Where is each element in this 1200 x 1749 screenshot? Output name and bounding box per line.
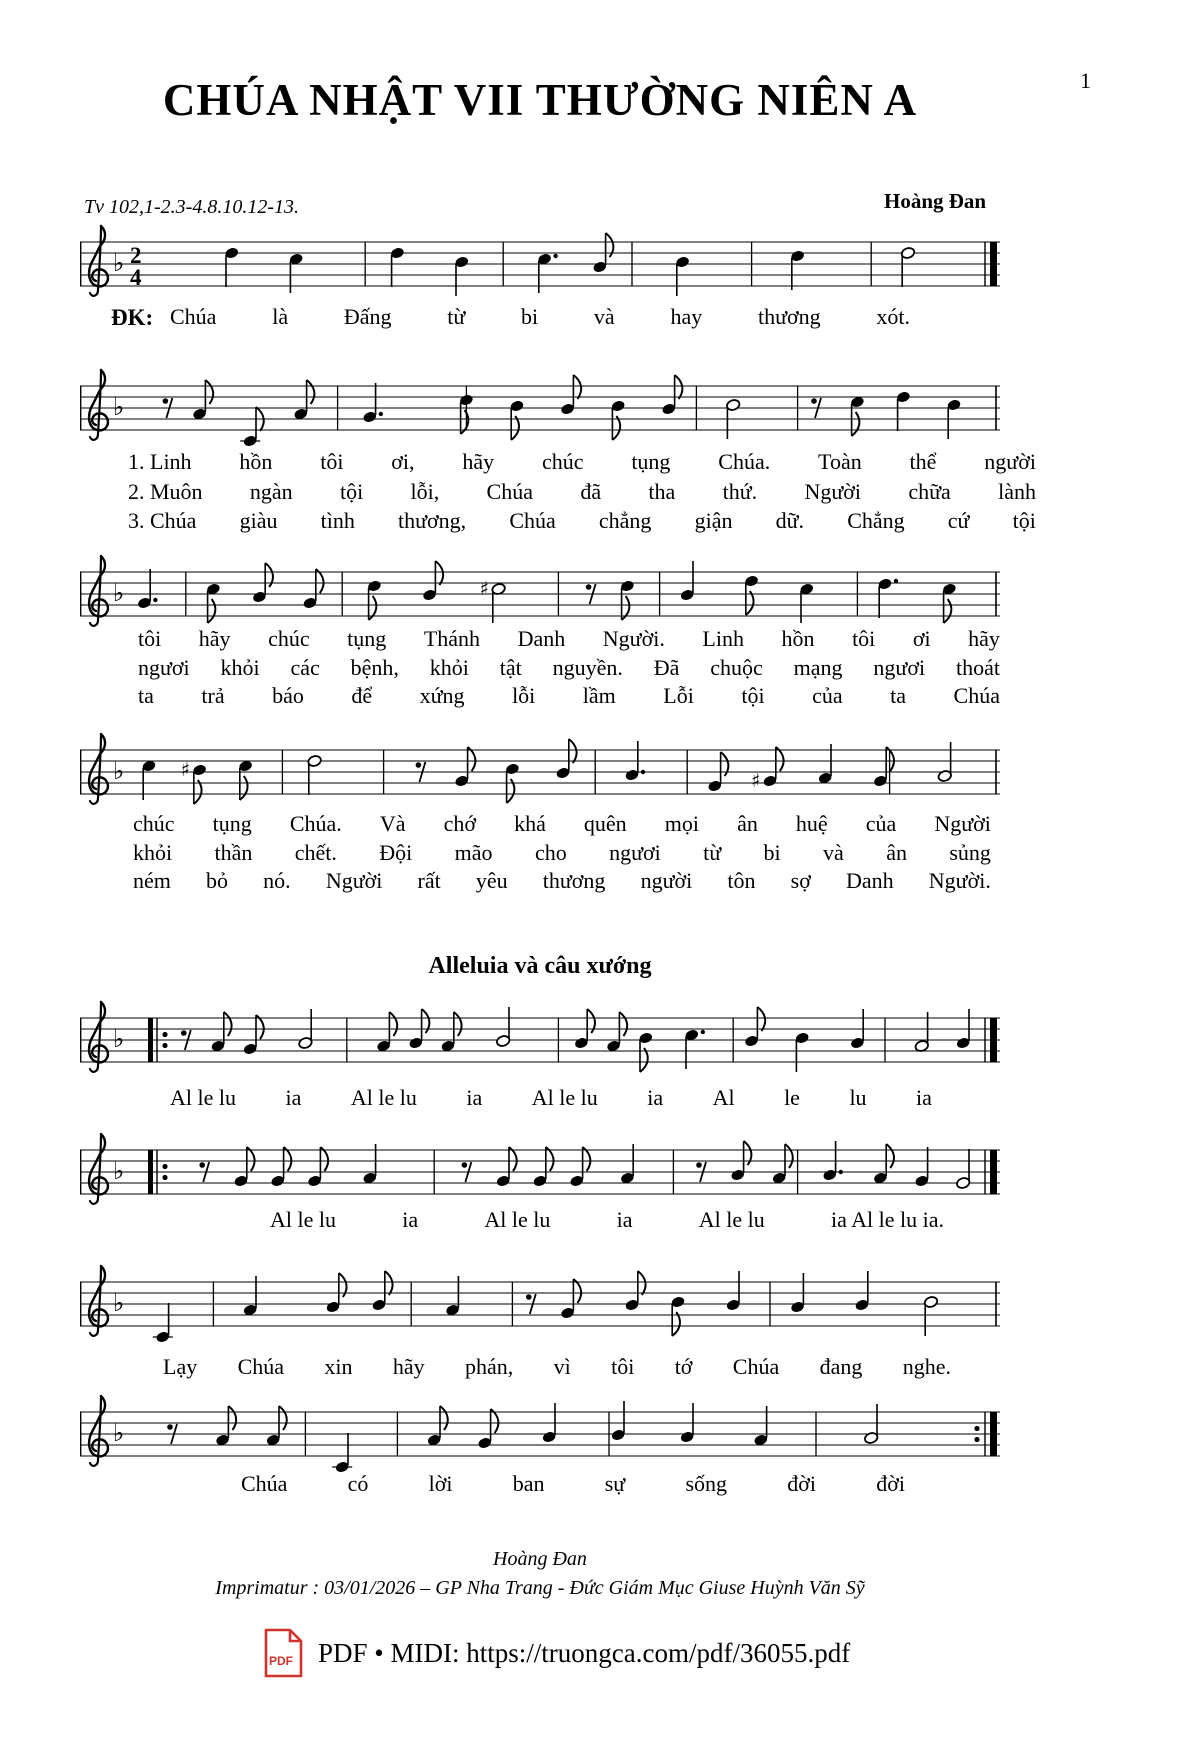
lyric-word: Chúa.	[718, 449, 771, 474]
lyric-word: Và	[379, 811, 406, 836]
footer-imprimatur: Imprimatur : 03/01/2026 – GP Nha Trang - Đức Giám Mục Giuse Huỳnh Văn Sỹ	[215, 1577, 865, 1599]
composer-name: Hoàng Đan	[884, 189, 987, 213]
lyric-word: 2. Muôn	[128, 479, 203, 504]
lyric-word: khỏi	[220, 655, 260, 680]
lyric-word: và	[823, 840, 844, 865]
lyric-word: Toàn	[818, 449, 862, 474]
svg-text:♯: ♯	[180, 759, 190, 781]
lyric-word: ia	[647, 1085, 664, 1110]
music-staff-coda	[80, 1386, 1000, 1482]
lyric-word: tụng	[631, 449, 671, 474]
svg-text:♯: ♯	[751, 770, 761, 792]
lyric-word: chúc	[133, 811, 175, 836]
footer-author: Hoàng Đan	[493, 1548, 587, 1570]
lyric-word: ia	[616, 1207, 633, 1232]
lyric-word: đời	[876, 1471, 905, 1496]
svg-text:♭: ♭	[113, 1025, 125, 1053]
lyric-word: ia	[916, 1085, 932, 1110]
lyric-word: Danh	[517, 626, 566, 651]
lyric-word: Người.	[602, 626, 665, 651]
lyric-word: khỏi	[429, 655, 469, 680]
lyric-word: xin	[324, 1354, 353, 1379]
lyric-word: tội	[1012, 508, 1036, 533]
lyric-word: và	[593, 304, 615, 329]
lyric-word: ia	[466, 1085, 483, 1110]
music-staff-alleluia-2	[80, 1124, 1000, 1220]
lyric-word: Người.	[928, 868, 991, 893]
lyric-word: sự	[604, 1471, 626, 1496]
svg-text:♭: ♭	[113, 757, 125, 785]
lyric-word: Al le lu	[698, 1207, 765, 1232]
lyric-word: Thánh	[423, 626, 481, 651]
lyric-word: trả	[201, 683, 225, 708]
lyric-word: Chẳng	[847, 508, 905, 533]
lyric-word: ơi,	[391, 449, 415, 474]
lyric-word: phán,	[464, 1354, 514, 1379]
lyric-word: người	[640, 868, 693, 893]
lyric-word: bi	[763, 840, 781, 865]
lyric-word: khỏi	[133, 840, 173, 865]
lyric-word: ia	[402, 1207, 419, 1232]
lyric-word: vì	[553, 1354, 571, 1379]
coda-lyrics-row	[241, 1472, 905, 1496]
lyric-word: ia	[285, 1085, 302, 1110]
lyric-word: ban	[512, 1471, 545, 1496]
lyric-word: xót.	[876, 304, 910, 329]
pdf-icon-label: PDF	[269, 1654, 293, 1668]
lyric-word: ta	[890, 683, 907, 708]
lyric-word: mạng	[793, 655, 843, 680]
lyric-word: Al le lu	[270, 1207, 336, 1232]
lyric-word: tôn	[727, 868, 756, 893]
lyric-word: chớ	[443, 811, 476, 836]
lyric-word: nguyền.	[552, 655, 623, 680]
lyric-word: Lỗi	[663, 683, 694, 708]
lyric-word: để	[351, 683, 373, 708]
lyric-word: ném	[133, 868, 171, 893]
lyric-word: sợ	[790, 868, 811, 893]
lyric-word: hãy	[198, 626, 231, 651]
music-staff-alleluia-1	[80, 992, 1000, 1088]
verse-1-lyrics-seg3	[133, 812, 991, 836]
lyric-word: hay	[670, 304, 703, 329]
lyric-word: bệnh,	[350, 655, 399, 680]
svg-text:2: 2	[130, 243, 142, 268]
verse-2-lyrics-seg3	[133, 841, 991, 865]
svg-text:4: 4	[130, 265, 142, 290]
lyric-word: ơi	[912, 626, 931, 651]
lyric-word: đã	[580, 479, 602, 504]
download-url[interactable]: https://truongca.com/pdf/36055.pdf	[466, 1638, 851, 1668]
lyric-word: Lạy	[163, 1354, 198, 1379]
lyric-word: có	[347, 1471, 369, 1496]
download-label: PDF • MIDI:	[318, 1638, 467, 1668]
lyric-word: yêu	[475, 868, 508, 893]
svg-text:♭: ♭	[113, 249, 125, 277]
lyric-word: báo	[272, 683, 304, 708]
verse-3-lyrics-seg3	[133, 869, 991, 893]
lyric-word: tôi	[852, 626, 876, 651]
lyric-word: giàu	[239, 508, 278, 533]
lyric-word: Chúa	[732, 1354, 780, 1379]
lyric-word: ngươi	[873, 655, 926, 680]
lyric-word: từ	[447, 304, 466, 329]
lyric-word: tôi	[138, 626, 162, 651]
lyric-word: giận	[694, 508, 733, 533]
lyric-word: mọi	[664, 811, 699, 836]
lyric-word: dữ.	[775, 508, 805, 533]
lyric-word: mão	[454, 840, 493, 865]
lyric-word: tôi	[611, 1354, 635, 1379]
lyric-word: Chúa	[170, 304, 217, 329]
lyric-word: khá	[514, 811, 546, 836]
lyric-word: người	[984, 449, 1036, 474]
lyric-word: chết.	[294, 840, 337, 865]
lyric-word: Người	[325, 868, 383, 893]
lyric-word: Người	[804, 479, 862, 504]
lyric-word: tụng	[347, 626, 387, 651]
lyric-word: thể	[909, 449, 937, 474]
lyric-word: thương,	[398, 508, 467, 533]
lyric-word: tình	[320, 508, 355, 533]
lyric-word: 1. Linh	[128, 449, 192, 474]
lyric-word: Chúa	[953, 683, 1000, 708]
lyric-word: thương	[757, 304, 821, 329]
lyric-word: sống	[685, 1471, 727, 1496]
verse-2-lyrics-seg2	[138, 656, 1000, 680]
lyric-word: chúc	[541, 449, 584, 474]
lyric-word: cứ	[947, 508, 970, 533]
lyric-word: Chúa	[486, 479, 533, 504]
lyric-word: của	[865, 811, 897, 836]
lyric-word: xứng	[419, 683, 465, 708]
lyric-word: tớ	[674, 1354, 693, 1379]
verse-3-lyrics-seg1	[128, 509, 1036, 533]
svg-text:♭: ♭	[113, 1157, 125, 1185]
lyric-word: chẳng	[598, 508, 652, 533]
pdf-icon[interactable]	[262, 1628, 304, 1678]
lyric-word: Danh	[846, 868, 894, 893]
lyric-word: lu	[849, 1085, 867, 1110]
lyric-word: ngươi	[138, 655, 190, 680]
svg-text:♭: ♭	[113, 579, 125, 607]
lyric-word: chuộc	[710, 655, 763, 680]
lyric-word: 3. Chúa	[128, 508, 197, 533]
lyric-word: ia Al le lu ia.	[830, 1207, 944, 1232]
lyric-word: chúc	[268, 626, 310, 651]
svg-text:♯: ♯	[479, 578, 489, 600]
lyric-word: thoát	[955, 655, 1000, 680]
svg-text:♭: ♭	[113, 1419, 125, 1447]
lyric-word: của	[812, 683, 843, 708]
lyric-word: quên	[583, 811, 627, 836]
lyric-word: hãy	[462, 449, 495, 474]
psalm-reference: Tv 102,1-2.3-4.8.10.12-13.	[84, 196, 299, 218]
lyric-word: ân	[886, 840, 907, 865]
lyric-word: Al	[712, 1085, 735, 1110]
alleluia-lyrics-row-2	[270, 1208, 944, 1232]
music-staff-verse-1	[80, 360, 1000, 456]
lyric-word: rất	[417, 868, 441, 893]
lyric-word: Al le lu	[170, 1085, 236, 1110]
lyric-word: lành	[998, 479, 1036, 504]
lyric-word: tội	[339, 479, 364, 504]
lyric-word: chữa	[908, 479, 951, 504]
lyric-word: thần	[214, 840, 253, 865]
lyric-word: tật	[499, 655, 522, 680]
music-staff-verse-3	[80, 724, 1000, 820]
lyric-word: Al le lu	[350, 1085, 417, 1110]
lyric-word: thứ.	[722, 479, 758, 504]
lyric-word: nó.	[263, 868, 291, 893]
lyric-word: từ	[703, 840, 722, 865]
download-line	[318, 1638, 850, 1669]
music-staff-versicle	[80, 1256, 1000, 1352]
lyric-word: ân	[737, 811, 758, 836]
lyric-word: sủng	[949, 840, 991, 865]
music-staff-refrain	[80, 216, 1000, 312]
lyric-word: Đấng	[343, 304, 392, 329]
lyric-word: ngươi	[609, 840, 661, 865]
lyric-word: hãy	[392, 1354, 425, 1379]
alleluia-heading: Alleluia và câu xướng	[428, 953, 652, 979]
lyric-word: tội	[741, 683, 765, 708]
lyric-word: Chúa	[241, 1471, 288, 1496]
lyric-word: ta	[138, 683, 154, 708]
lyric-word: lỗi	[512, 683, 536, 708]
verse-2-lyrics-seg1	[128, 480, 1036, 504]
lyric-word: Đã	[653, 655, 680, 680]
lyric-word: bi	[521, 304, 539, 329]
versicle-lyrics-row	[163, 1355, 951, 1379]
verse-1-lyrics-seg1	[128, 450, 1036, 474]
lyric-word: nghe.	[902, 1354, 951, 1379]
page-title: CHÚA NHẬT VII THƯỜNG NIÊN A	[162, 75, 918, 125]
lyric-word: hồn	[239, 449, 273, 474]
lyric-word: Chúa	[237, 1354, 285, 1379]
lyric-word: ngàn	[249, 479, 293, 504]
lyric-word: đời	[787, 1471, 816, 1496]
lyric-word: lời	[428, 1471, 453, 1496]
verse-1-lyrics-seg2	[138, 627, 1000, 651]
lyric-word: lỗi,	[410, 479, 440, 504]
lyric-word: Người	[934, 811, 991, 836]
lyric-word: thương	[542, 868, 606, 893]
lyric-word: tôi	[320, 449, 344, 474]
lyric-word: tụng	[212, 811, 252, 836]
lyric-word: huệ	[795, 811, 828, 836]
lyric-word: đang	[819, 1354, 863, 1379]
svg-text:♭: ♭	[113, 393, 125, 421]
lyric-word: le	[784, 1085, 800, 1110]
lyric-word: Linh	[702, 626, 744, 651]
lyric-word: Al le lu	[531, 1085, 598, 1110]
lyric-word: lầm	[582, 683, 616, 708]
verse-3-lyrics-seg2	[138, 684, 1000, 708]
lyric-word: Al le lu	[484, 1207, 551, 1232]
lyric-word: cho	[534, 840, 567, 865]
lyric-word: hồn	[781, 626, 815, 651]
lyric-word: các	[290, 655, 320, 680]
lyric-word: bỏ	[206, 868, 229, 893]
svg-text:♭: ♭	[113, 1289, 125, 1317]
alleluia-lyrics-row-1	[170, 1086, 932, 1110]
refrain-label: ĐK:	[111, 305, 154, 330]
refrain-lyrics-row	[170, 305, 910, 329]
lyric-word: Đội	[379, 840, 413, 865]
page-number: 1	[1080, 68, 1091, 93]
lyric-word: hãy	[968, 626, 1000, 651]
lyric-word: là	[272, 304, 289, 329]
lyric-word: Chúa.	[289, 811, 342, 836]
lyric-word: tha	[648, 479, 676, 504]
lyric-word: Chúa	[509, 508, 556, 533]
